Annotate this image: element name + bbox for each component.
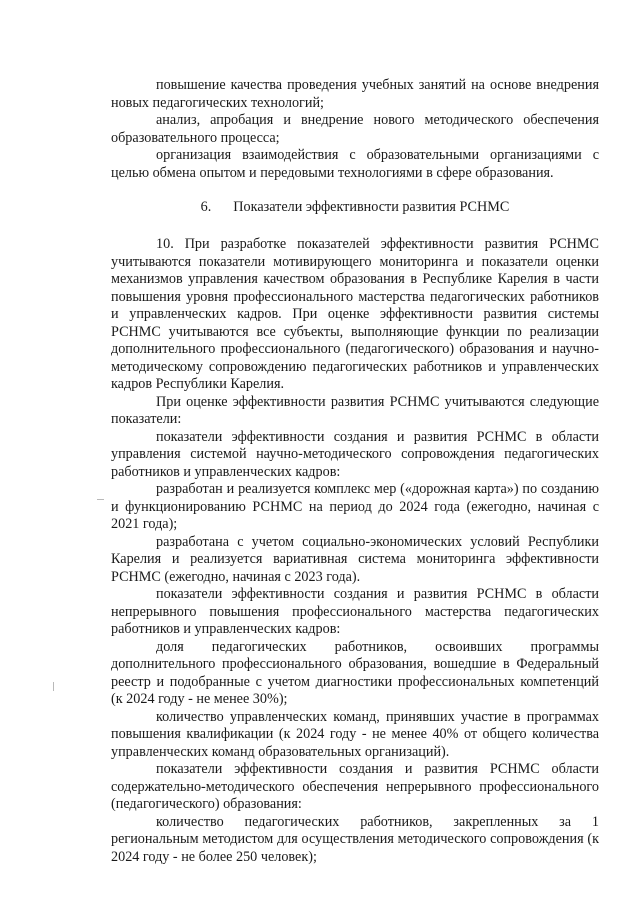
paragraph: показатели эффективности создания и развития РСНМС в области управления системой научно-методического сопровождения педагогических работников и управленческих кадров: [111,428,599,480]
paragraph: повышение качества проведения учебных занятий на основе внедрения новых педагогических технологий; [111,77,599,111]
paragraph: анализ, апробация и внедрение нового методического обеспечения образовательного процесса; [111,112,599,146]
section-body [111,236,599,866]
paragraph: организация взаимодействия с образовательными организациями с целью обмена опытом и передовыми технологиями в сфере образования. [111,147,599,181]
paragraph: количество педагогических работников, закрепленных за 1 региональным методистом для осуществления методического сопровождения (к 2024 году - не более 250 человек); [111,813,599,865]
scan-mark [53,682,54,691]
paragraph: 10. При разработке показателей эффективности развития РСНМС учитываются показатели мотивирующего мониторинга и показатели оценки механизмов управления качеством образования в Республике Карелия в части повышения уровня профессионального мастерства педагогических работников и управленческих кадров. При оценке эффективности развития системы РСНМС учитываются все субъекты, выполняющие функции по реализации дополнительного профессионального (педагогического) образования и научно-методическому сопровождению педагогических работников и управленческих кадров Республики Карелия. [111,236,599,392]
paragraph: показатели эффективности создания и развития РСНМС области содержательно-методического обеспечения непрерывного профессионального (педагогического) образования: [111,761,599,812]
intro-list [111,77,599,182]
section-heading [111,199,599,217]
paragraph: доля педагогических работников, освоивших программы дополнительного профессионального образования, вошедшие в Федеральный реестр и подобранные с учетом диагностики профессиональных компетенций (к 2024 году - не менее 30%); [111,638,599,707]
paragraph: показатели эффективности создания и развития РСНМС в области непрерывного повышения профессионального мастерства педагогических работников и управленческих кадров: [111,586,599,637]
scan-mark [97,499,104,500]
paragraph: разработан и реализуется комплекс мер («дорожная карта») по созданию и функционированию РСНМС на период до 2024 года (ежегодно, начиная с 2021 года); [111,481,599,532]
paragraph: При оценке эффективности развития РСНМС учитываются следующие показатели: [111,393,599,427]
paragraph: разработана с учетом социально-экономических условий Республики Карелия и реализуется вариативная система мониторинга эффективности РСНМС (ежегодно, начиная с 2023 года). [111,533,599,585]
section-number: 6. [200,199,212,215]
section-title: Показатели эффективности развития РСНМС [233,199,510,215]
paragraph: количество управленческих команд, принявших участие в программах повышения квалификации (к 2024 году - не менее 40% от общего количества управленческих команд образовательных организаций). [111,708,599,760]
